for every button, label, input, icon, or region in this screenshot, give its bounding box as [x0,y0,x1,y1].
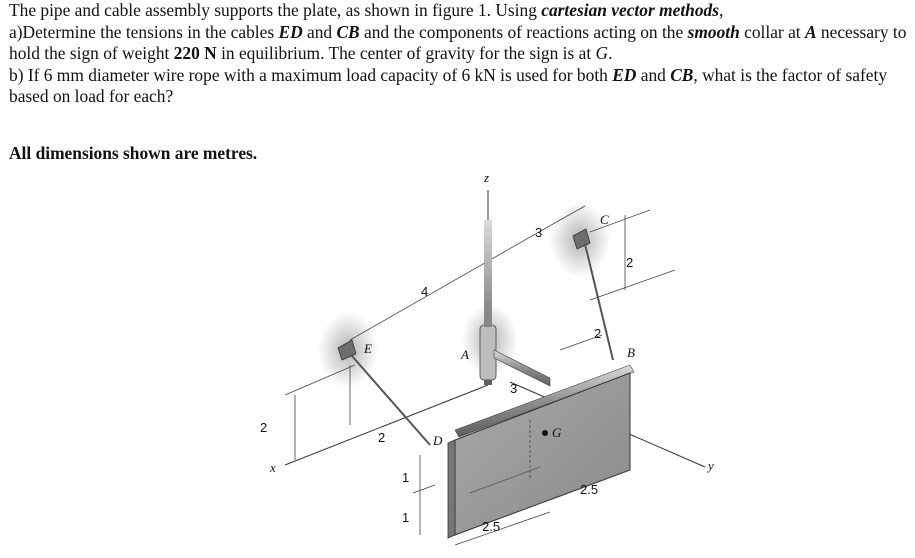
text-run: and [636,64,671,85]
collar-a [480,325,496,380]
label-c: C [600,212,609,227]
text-run: in equilibrium. The center of gravity for the sign is at [216,43,596,63]
text-run: collar at [739,21,805,42]
emphasis-cartesian: cartesian vector methods [541,0,719,20]
label-x: x [270,460,276,475]
text-run: , [719,0,724,20]
text-run: and the components of reactions acting on the [359,21,688,42]
text-run: . [608,43,613,63]
plate-edge [448,440,455,538]
emphasis-cb: CB [670,64,694,85]
dim-c-bot [590,270,675,300]
emphasis-cb: CB [336,21,360,42]
label-e: E [364,341,372,356]
dim-3-a: 3 [510,381,518,396]
emphasis-weight: 220 N [173,43,217,63]
dim-2-left: 2 [260,420,268,435]
text-run: , what is the factor of safety based on load for each? [9,64,888,106]
figure-1 [230,160,915,558]
dim-25-bottom: 2.5 [482,519,501,534]
text-run: a)Determine the tensions in the cables [9,21,279,42]
dim-2-b: 2 [594,326,602,341]
dim-1-mid [413,485,435,493]
figure-drawing [230,160,915,558]
label-d: D [433,433,443,448]
dim-line-4-3 [350,220,560,340]
emphasis-g: G [595,43,609,63]
text-run: and [302,21,337,42]
emphasis-smooth: smooth [687,21,740,42]
label-y: y [708,458,714,473]
problem-statement [9,0,909,108]
cable-ed [352,356,430,445]
label-g: G [552,425,562,440]
label-z: z [484,170,490,185]
problem-part-b [9,65,909,108]
collar-cap [484,315,492,327]
text-run: necessary to hold the sign of weight [9,21,907,63]
label-a: A [461,347,469,362]
emphasis-ed: ED [612,64,637,85]
dim-2-e: 2 [378,430,386,445]
center-of-gravity-g [542,430,548,436]
dim-b-line [560,335,602,350]
emphasis-ed: ED [278,21,303,42]
problem-part-a [9,22,909,65]
problem-para-1 [9,0,909,22]
dim-1-lower: 1 [402,510,410,525]
emphasis-a: A [804,21,817,42]
dim-1-upper: 1 [402,470,410,485]
text-run: The pipe and cable assembly supports the plate, as shown in figure 1. Using [9,0,542,20]
label-b: B [627,345,635,360]
dim-4: 4 [421,284,429,299]
dim-2-c: 2 [626,255,634,270]
dimensions-note: All dimensions shown are metres. [9,143,258,163]
dim-3-top: 3 [535,225,543,240]
dim-25-right: 2.5 [580,482,599,497]
text-run: b) If 6 mm diameter wire rope with a maximum load capacity of 6 kN is used for both [9,64,613,85]
